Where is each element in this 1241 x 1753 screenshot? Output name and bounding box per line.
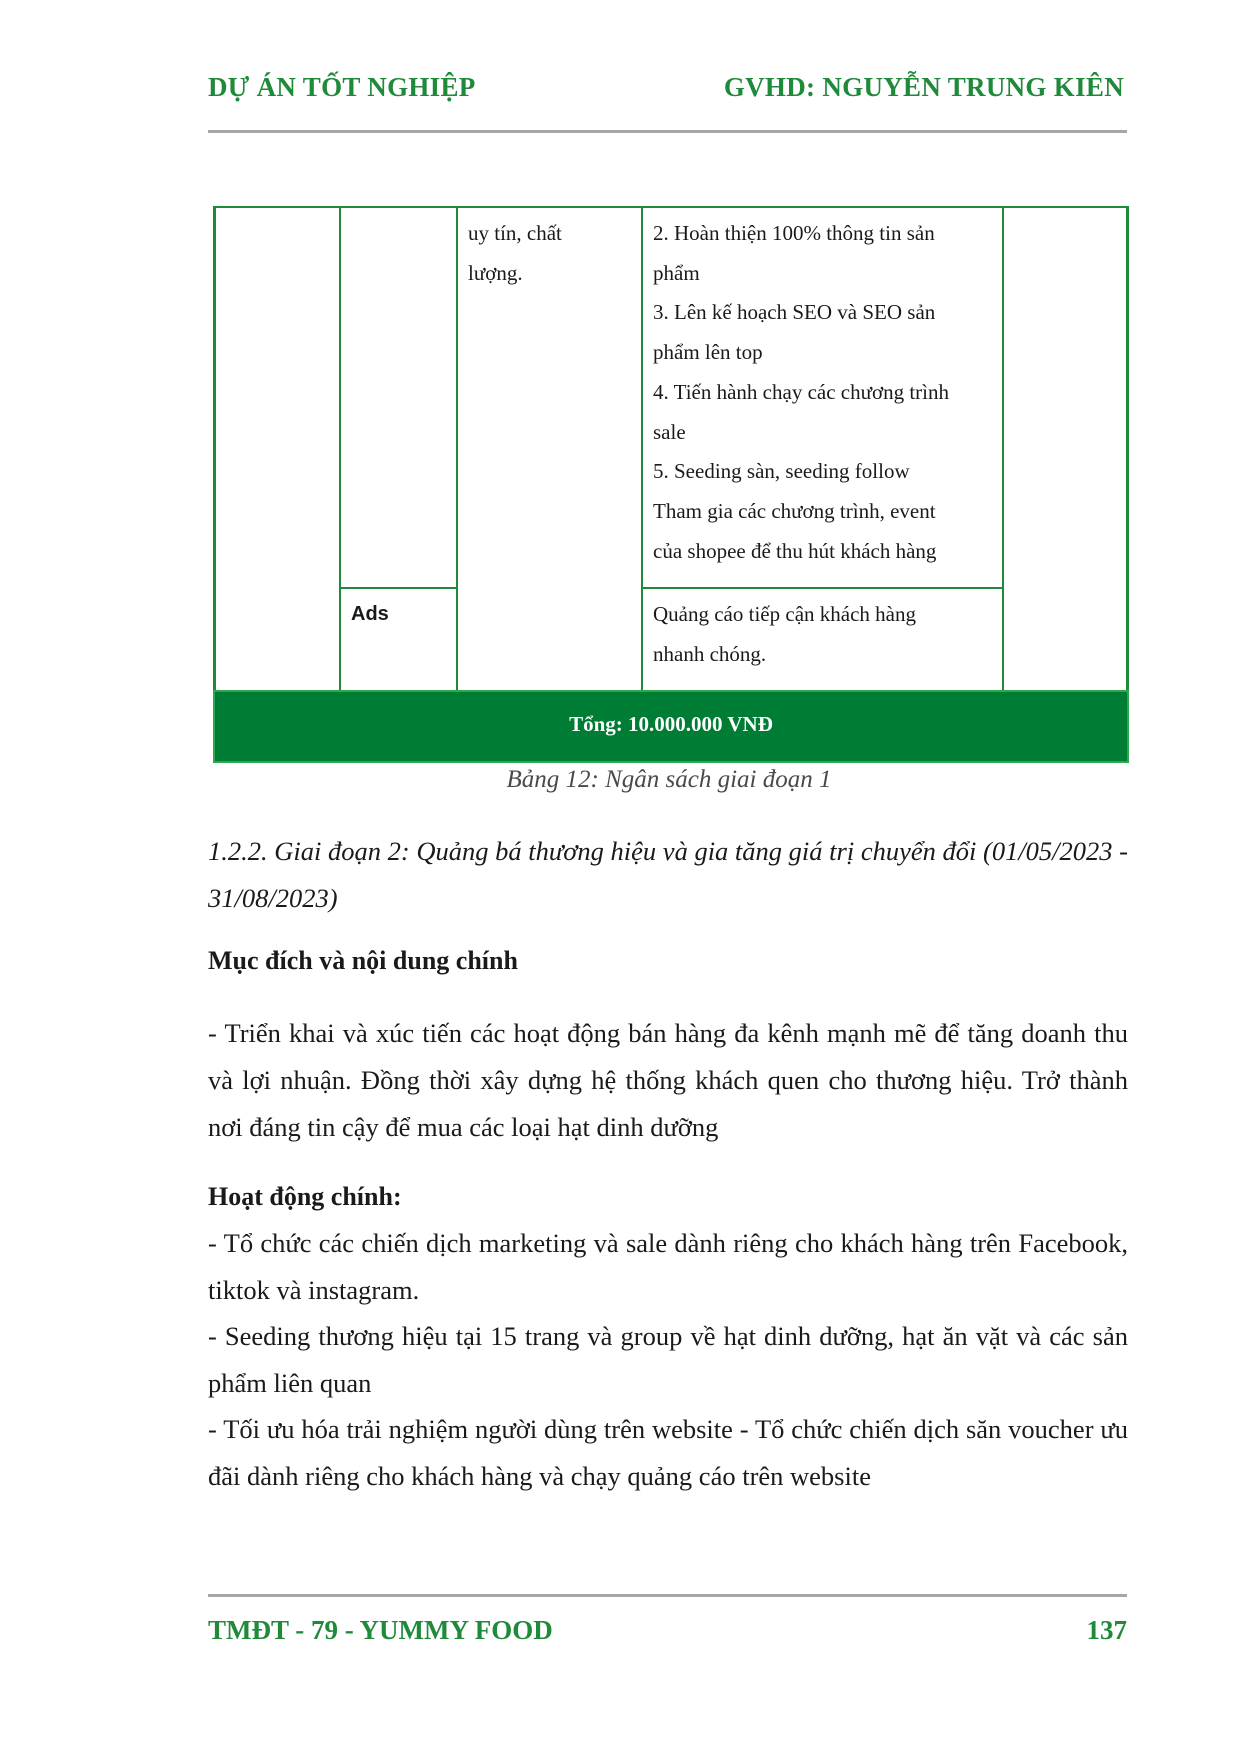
table-border bbox=[641, 587, 1004, 589]
table-cell bbox=[468, 214, 638, 293]
table-border bbox=[213, 206, 216, 690]
table-border bbox=[641, 206, 643, 690]
header-project-title: DỰ ÁN TỐT NGHIỆP bbox=[208, 72, 476, 102]
table-cell bbox=[653, 214, 998, 571]
cell-line: 2. Hoàn thiện 100% thông tin sản bbox=[653, 221, 935, 245]
table-caption: Bảng 12: Ngân sách giai đoạn 1 bbox=[506, 766, 832, 793]
purpose-heading: Mục đích và nội dung chính bbox=[208, 946, 518, 975]
activity-item: - Seeding thương hiệu tại 15 trang và group về hạt dinh dưỡng, hạt ăn vặt và các sản phẩm liên quan bbox=[208, 1321, 1128, 1398]
cell-line: nhanh chóng. bbox=[653, 641, 767, 666]
activity-item: - Tối ưu hóa trải nghiệm người dùng trên website - Tổ chức chiến dịch săn voucher ưu đãi dành riêng cho khách hàng và chạy quảng cáo trên website bbox=[208, 1414, 1128, 1491]
cell-line: 4. Tiến hành chạy các chương trình bbox=[653, 379, 950, 404]
section-heading: 1.2.2. Giai đoạn 2: Quảng bá thương hiệu và gia tăng giá trị chuyển đổi (01/05/2023 - 31/08/2023) bbox=[208, 836, 1128, 913]
header-supervisor: GVHD: NGUYỄN TRUNG KIÊN bbox=[723, 72, 1124, 102]
cell-line: sale bbox=[653, 419, 686, 444]
activity-item: - Tổ chức các chiến dịch marketing và sale dành riêng cho khách hàng trên Facebook, tiktok và instagram. bbox=[208, 1228, 1128, 1305]
table-border bbox=[213, 206, 1129, 208]
table-total-label: Tổng: 10.000.000 VNĐ bbox=[569, 712, 773, 736]
table-border bbox=[1126, 206, 1129, 690]
cell-line: 3. Lên kế hoạch SEO và SEO sản bbox=[653, 300, 936, 325]
budget-table bbox=[213, 206, 1129, 763]
page-header bbox=[208, 72, 1124, 108]
cell-line: lượng. bbox=[468, 260, 523, 285]
cell-line: uy tín, chất bbox=[468, 221, 562, 245]
table-border bbox=[339, 206, 341, 690]
table-cell bbox=[653, 595, 998, 674]
footer-project-name: TMĐT - 79 - YUMMY FOOD bbox=[208, 1615, 553, 1645]
table-border bbox=[339, 587, 458, 589]
cell-line: Tham gia các chương trình, event bbox=[653, 498, 936, 523]
purpose-paragraph: - Triển khai và xúc tiến các hoạt động bán hàng đa kênh mạnh mẽ để tăng doanh thu và lợi nhuận. Đồng thời xây dựng hệ thống khách quen cho thương hiệu. Trở thành nơi đáng tin cậy để mua các loại hạt dinh dưỡng bbox=[208, 1018, 1128, 1142]
cell-line: của shopee để thu hút khách hàng bbox=[653, 538, 937, 563]
table-border bbox=[456, 206, 458, 690]
activities-heading: Hoạt động chính: bbox=[208, 1182, 402, 1211]
footer-divider bbox=[208, 1594, 1127, 1597]
cell-line: phẩm bbox=[653, 260, 700, 285]
page-number: 137 bbox=[1086, 1615, 1127, 1645]
cell-line: Quảng cáo tiếp cận khách hàng bbox=[653, 602, 916, 626]
table-border bbox=[1002, 206, 1004, 690]
cell-line: phẩm lên top bbox=[653, 340, 763, 365]
table-total-row bbox=[213, 690, 1129, 763]
cell-line: 5. Seeding sàn, seeding follow bbox=[653, 459, 910, 484]
header-divider bbox=[208, 130, 1127, 133]
table-cell-channel: Ads bbox=[351, 603, 389, 625]
